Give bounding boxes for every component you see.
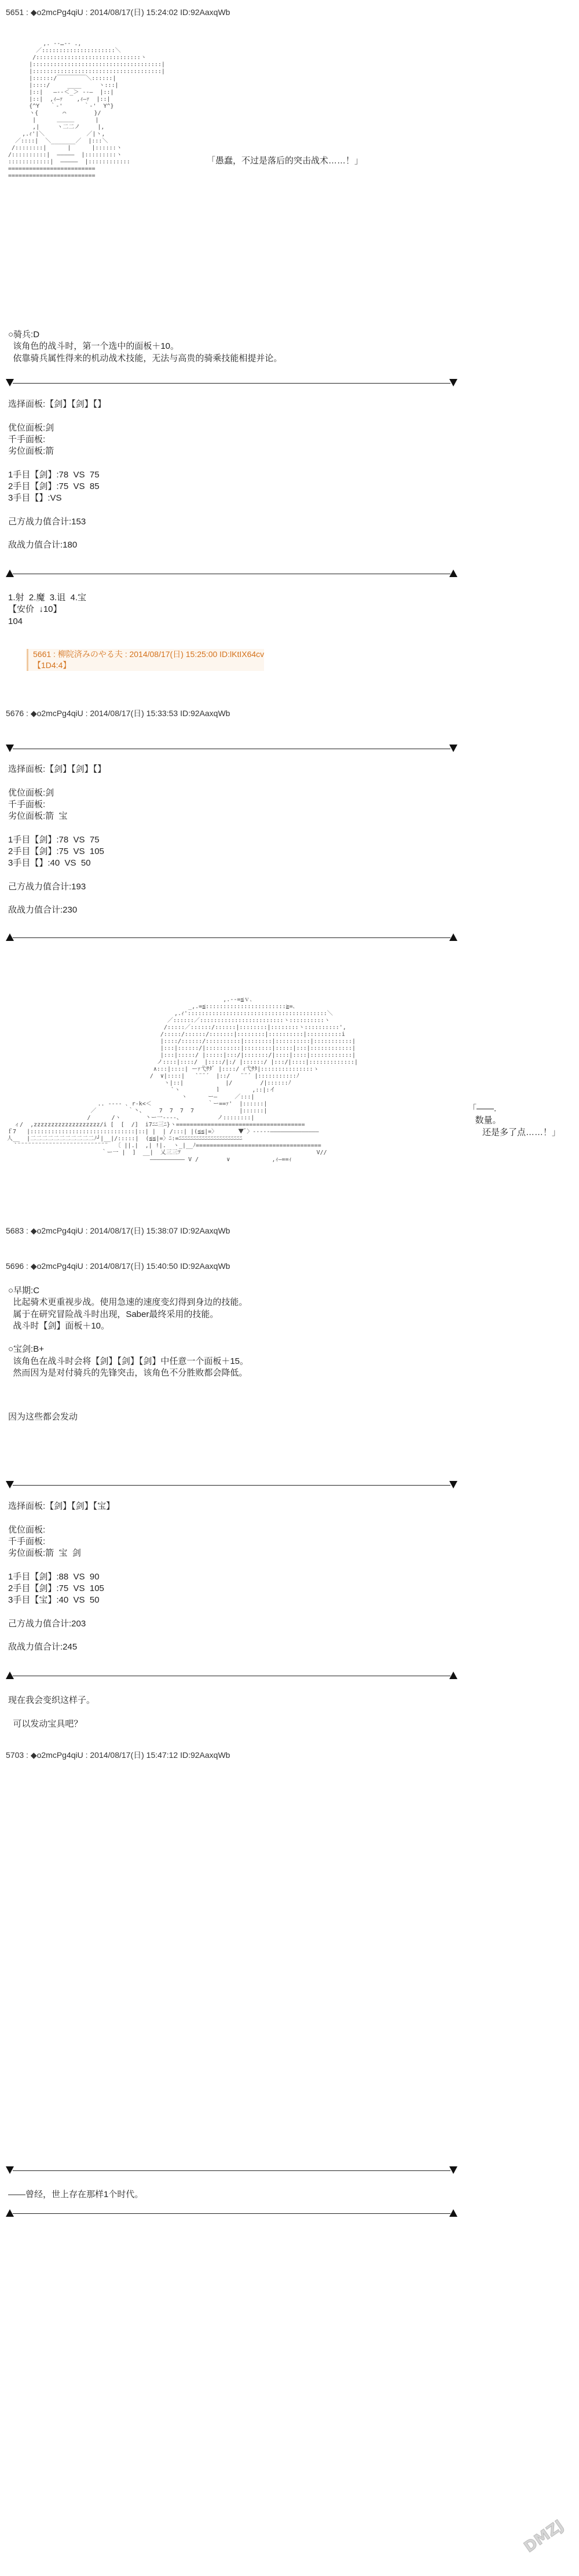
triangle-down-icon: [449, 379, 457, 386]
action-text: 因为这些都会发动: [8, 1412, 78, 1422]
closing-text: 现在我会变织这样子。 可以发动宝具吧？: [8, 1695, 96, 1729]
triangle-up-icon: [449, 2209, 457, 2217]
triangle-up-icon: [449, 933, 457, 941]
battle-panel: 选择面板:【剑】【剑】【】 优位面板:剑 千手面板: 劣位面板:箭 1手目【剑】:78 VS 75 2手目【剑】:75 VS 85 3手目【】:VS 己方战力值合计:153 敌战力值合计:180: [8, 399, 107, 550]
triangle-up-icon: [449, 1672, 457, 1679]
post-header: 5651 : ◆o2mcPg4qiU : 2014/08/17(日) 15:24:02 ID:92AaxqWb: [6, 8, 230, 17]
skill-line: ○骑兵:D: [8, 330, 40, 340]
battle-panel: 选择面板:【剑】【剑】【宝】 优位面板: 千手面板: 劣位面板:箭 宝 剑 1手目【剑】:88 VS 90 2手目【剑】:75 VS 105 3手目【宝】:40 VS 50 己方战力值合计:203 敌战力值合计:245: [8, 1501, 115, 1652]
post-header: 5703 : ◆o2mcPg4qiU : 2014/08/17(日) 15:47:12 ID:92AaxqWb: [6, 1750, 230, 1760]
post-header: 5683 : ◆o2mcPg4qiU : 2014/08/17(日) 15:38:07 ID:92AaxqWb: [6, 1226, 230, 1235]
skill-line: 依靠骑兵属性得来的机动战术技能，无法与高贵的骑乘技能相提并论。: [8, 353, 283, 363]
quoted-reply: 5661 : 柳院済みのやる夫 : 2014/08/17(日) 15:25:00 ID:lKtIX64cv 【1D4:4】: [27, 649, 264, 671]
section-divider: [6, 378, 457, 389]
svg-text:DMZJ: DMZJ: [521, 2516, 567, 2556]
triangle-down-icon: [449, 1481, 457, 1488]
section-divider: [6, 569, 457, 579]
skill-description: ○早期:C 比起骑术更重视步战。使用急速的速度变幻得到身边的技能。 属于在研究冒险战斗时出现，Saber最终采用的技能。 战斗时【剑】面板＋10。 ○宝剑:B+ 该角色在战斗时会将【剑】【剑】【剑】中任意一个面板＋15。 然而因为是对付骑兵的先锋突击，该角色不分胜败都会降低。: [8, 1286, 249, 1378]
section-divider: [6, 1671, 457, 1681]
speech-text: 「愚蠢，不过是落后的突击战术……！」: [207, 156, 364, 166]
triangle-down-icon: [449, 2166, 457, 2174]
skill-line: 该角色的战斗时，第一个选中的面板＋10。: [8, 341, 179, 352]
dmzj-logo-icon: [515, 2509, 573, 2561]
speech-text: 「——. 数量。 还是多了点……！」: [468, 1104, 561, 1137]
section-divider: [6, 2209, 457, 2219]
section-divider: [6, 744, 457, 754]
watermark-logo: [515, 2509, 573, 2561]
post-header: 5696 : ◆o2mcPg4qiU : 2014/08/17(日) 15:40:50 ID:92AaxqWb: [6, 1261, 230, 1271]
section-divider: [6, 2166, 457, 2176]
narration-text: ——曾经，世上存在那样1个时代。: [8, 2190, 144, 2199]
ascii-art-battle-scene: ,.-‐=≦ｖ､ _,.=≦:::::::::::::::::::::::≧=､ ,.ｨ'::::::::::::::::::::::::::::::::::::::::＼ ／::::::／::::::::::::::::::::::::ヽ::::::::::ヽ /:::::／::::::/::::::|::::::::|::::::::ヽ::::::::::', /:::::/::::::/:::::::|::::::::|::::::::::|::::::::::i |::::/::::::/::::::::::|::::::::|::::::::::|:::::::::::| |:::|::::::/|::::::::::|::::::::|:::::|:::|::::::::::::| |:::|:::::/ |:::::|:::/|:::::::/|::::|::::|::::::::::::| ノ::::|::::/ |::::/|:/ |::::::/ |:::/|::::|:::::::::::::| ∧:::|::::| ーｧ弋ｻﾀﾞ |::::/ ｨ弋ｻﾀ|:::::::::::::::ゝ / ∨|::::| `¨¨´ |::/ ¨¨´ |:::::::::::ﾉ ヽ|::| |/ /|::::::ﾉ `ヽ ｌ ,::|:イ ヽ ー― ／:::| .. ---‐ ､ r-k<＜ ｀ー==ｧ' |::::::| ／ ｀丶、 7 7 7 7 |::::::| / /ヽ 丶ー一----、 ノ::::::::| ィ/ ,zzzzzzzzzzzzzzzzzzz/i [ [ /] i7ﾆﾆ三ﾆ}ヽ===================================== ｆ7 |::::::::::::::::::::::::::::::|::| | | /:::| |(≦≦|=〉 ▼ﾞ〉‐‐‐‐‐―――――――――――――― 人__ |二二二二二二二二二二二ﾉ┘|__|/:::::| (≦≦|=〉ﾆ:=ﾆﾆﾆﾆﾆﾆﾆﾆﾆﾆﾆﾆﾆﾆﾆﾆﾆﾆﾆﾆﾆﾆ `¨¨¨¨¨¨¨¨¨¨¨¨¨¨¨¨¨¨¨¨¨¨¨¨¨¨ 〔 ||.| ,| !|. ヽ_|__ﾉ==================================== ｀ー一 | ] __| 乂三三ﾂ V// ―――――――――― V / ∨ ,ｨ―==ｨ: [7, 997, 358, 1163]
triangle-up-icon: [449, 570, 457, 577]
ascii-art-soldier: ,. -‐…‐- ., ／:::::::::::::::::::::＼ /::::::::::::::::::::::::::::::ヽ |:::::::::::::::::::::::::::::::::::::| |:::::::::::::::::::::::::::::::::::::| |::::::/￣￣￣￣￣＼::::::| |::::/ ____ ヽ:::| |::| ―‐-＜_＞ ‐-― |::| |::| ,ｨ―ｧ ,ｨ―ｧ |::| {^Y ｀‐' ｀‐' Y^} ヽ{ ⌒ }/ | ＿＿＿ | ,| ヽ二二ノ |, ,.ｨ'|＼ ／|ヽ, ／::::| ＼_______／ |:::＼ /::::::::| | |::::::ヽ /::::::::::| ――――― |:::::::::ヽ ::::::::::::| ――――― |:::::::::::: ========================= =========================: [8, 41, 165, 179]
skill-description: [8, 329, 282, 364]
triangle-down-icon: [449, 745, 457, 752]
section-divider: [6, 1480, 457, 1491]
section-divider: [6, 933, 457, 943]
post-header: 5676 : ◆o2mcPg4qiU : 2014/08/17(日) 15:33:53 ID:92AaxqWb: [6, 709, 230, 718]
dice-choice: 1.射 2.魔 3.诅 4.宝 【安价 ↓10】 104: [8, 593, 87, 626]
battle-panel: 选择面板:【剑】【剑】【】 优位面板:剑 千手面板: 劣位面板:箭 宝 1手目【剑】:78 VS 75 2手目【剑】:75 VS 105 3手目【】:40 VS 50 己方战力值合计:193 敌战力值合计:230: [8, 764, 107, 915]
